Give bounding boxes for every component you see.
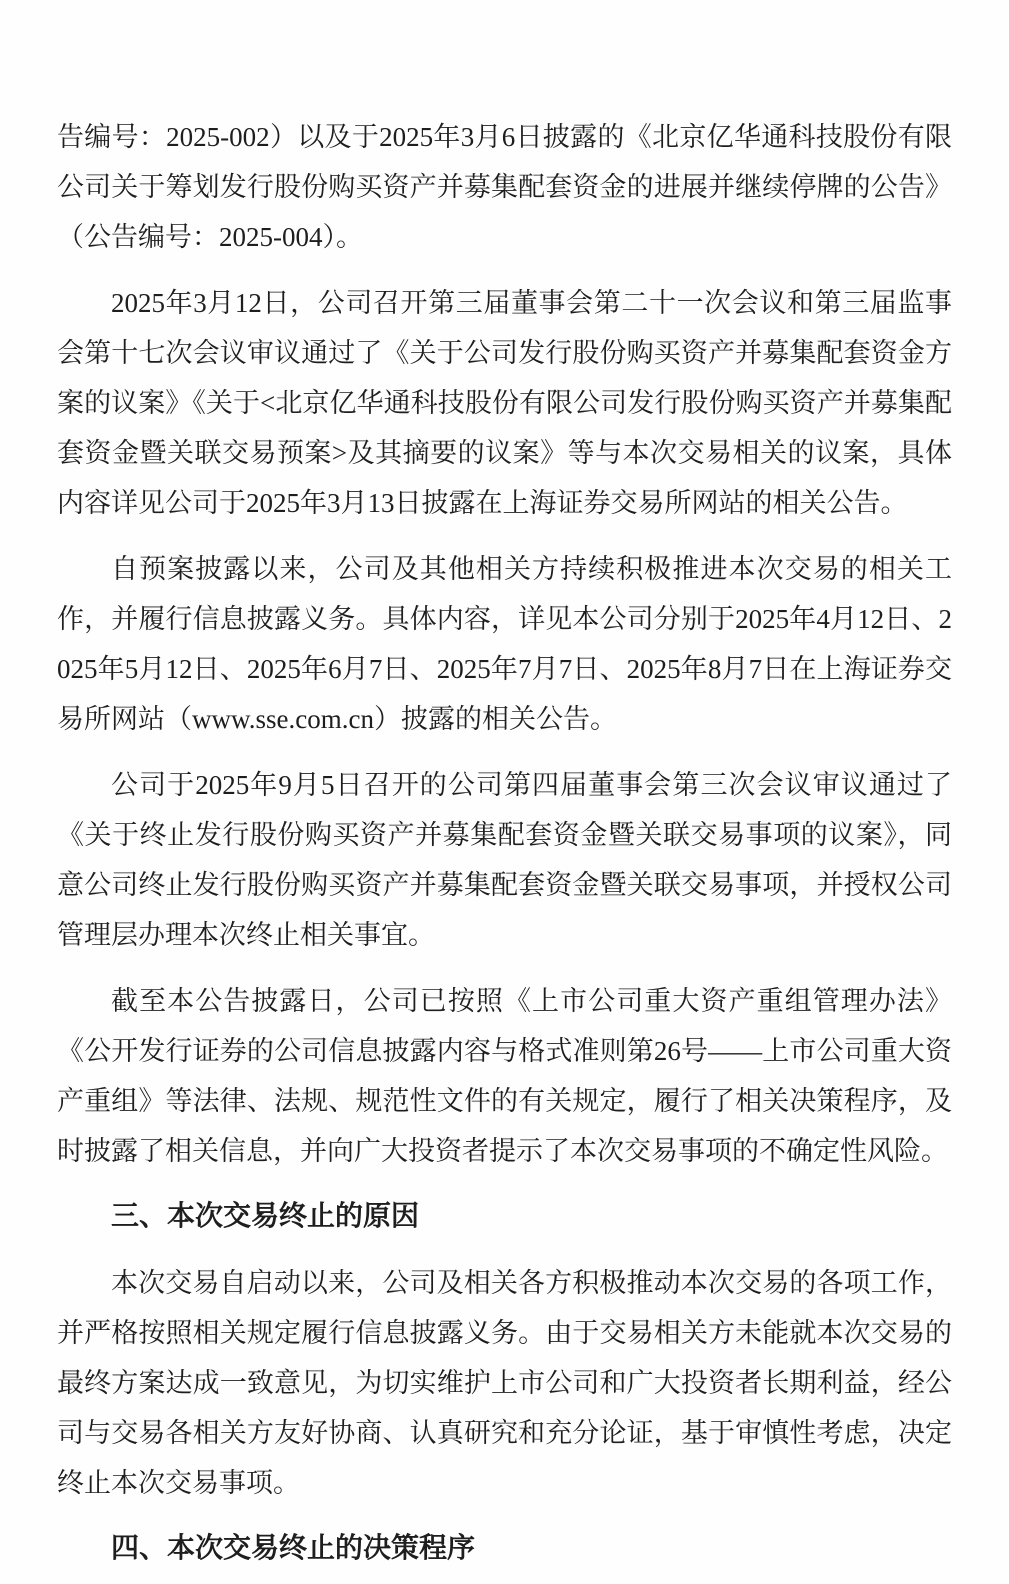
compliance-statement-paragraph: 截至本公告披露日，公司已按照《上市公司重大资产重组管理办法》《公开发行证券的公司信息披露内容与格式准则第26号——上市公司重大资产重组》等法律、法规、规范性文件的有关规定，履行了相关决策程序，及时披露了相关信息，并向广大投资者提示了本次交易事项的不确定性风险。 bbox=[57, 986, 952, 1166]
board-meeting-disclosure-paragraph: 2025年3月12日，公司召开第三届董事会第二十一次会议和第三届监事会第十七次会议审议通过了《关于公司发行股份购买资产并募集配套资金方案的议案》《关于<北京亿华通科技股份有限公司发行股份购买资产并募集配套资金暨关联交易预案>及其摘要的议案》等与本次交易相关的议案，具体内容详见公司于2025年3月13日披露在上海证券交易所网站的相关公告。 bbox=[57, 288, 952, 518]
continuation-paragraph: 告编号：2025-002）以及于2025年3月6日披露的《北京亿华通科技股份有限公司关于筹划发行股份购买资产并募集配套资金的进展并继续停牌的公告》（公告编号：2025-004）。 bbox=[57, 122, 952, 252]
section-4-decision-procedure-heading: 四、本次交易终止的决策程序 bbox=[111, 1533, 476, 1564]
section-3-termination-reason-heading: 三、本次交易终止的原因 bbox=[111, 1201, 420, 1232]
termination-resolution-paragraph: 公司于2025年9月5日召开的公司第四届董事会第三次会议审议通过了《关于终止发行股份购买资产并募集配套资金暨关联交易事项的议案》，同意公司终止发行股份购买资产并募集配套资金暨关联交易事项，并授权公司管理层办理本次终止相关事宜。 bbox=[57, 770, 952, 950]
progress-disclosure-paragraph: 自预案披露以来，公司及其他相关方持续积极推进本次交易的相关工作，并履行信息披露义务。具体内容，详见本公司分别于2025年4月12日、2025年5月12日、2025年6月7日、2025年7月7日、2025年8月7日在上海证券交易所网站（www.sse.com.cn）披露的相关公告。 bbox=[57, 554, 952, 734]
termination-reason-paragraph: 本次交易自启动以来，公司及相关各方积极推动本次交易的各项工作，并严格按照相关规定履行信息披露义务。由于交易相关方未能就本次交易的最终方案达成一致意见，为切实维护上市公司和广大投资者长期利益，经公司与交易各相关方友好协商、认真研究和充分论证，基于审慎性考虑，决定终止本次交易事项。 bbox=[57, 1268, 952, 1498]
